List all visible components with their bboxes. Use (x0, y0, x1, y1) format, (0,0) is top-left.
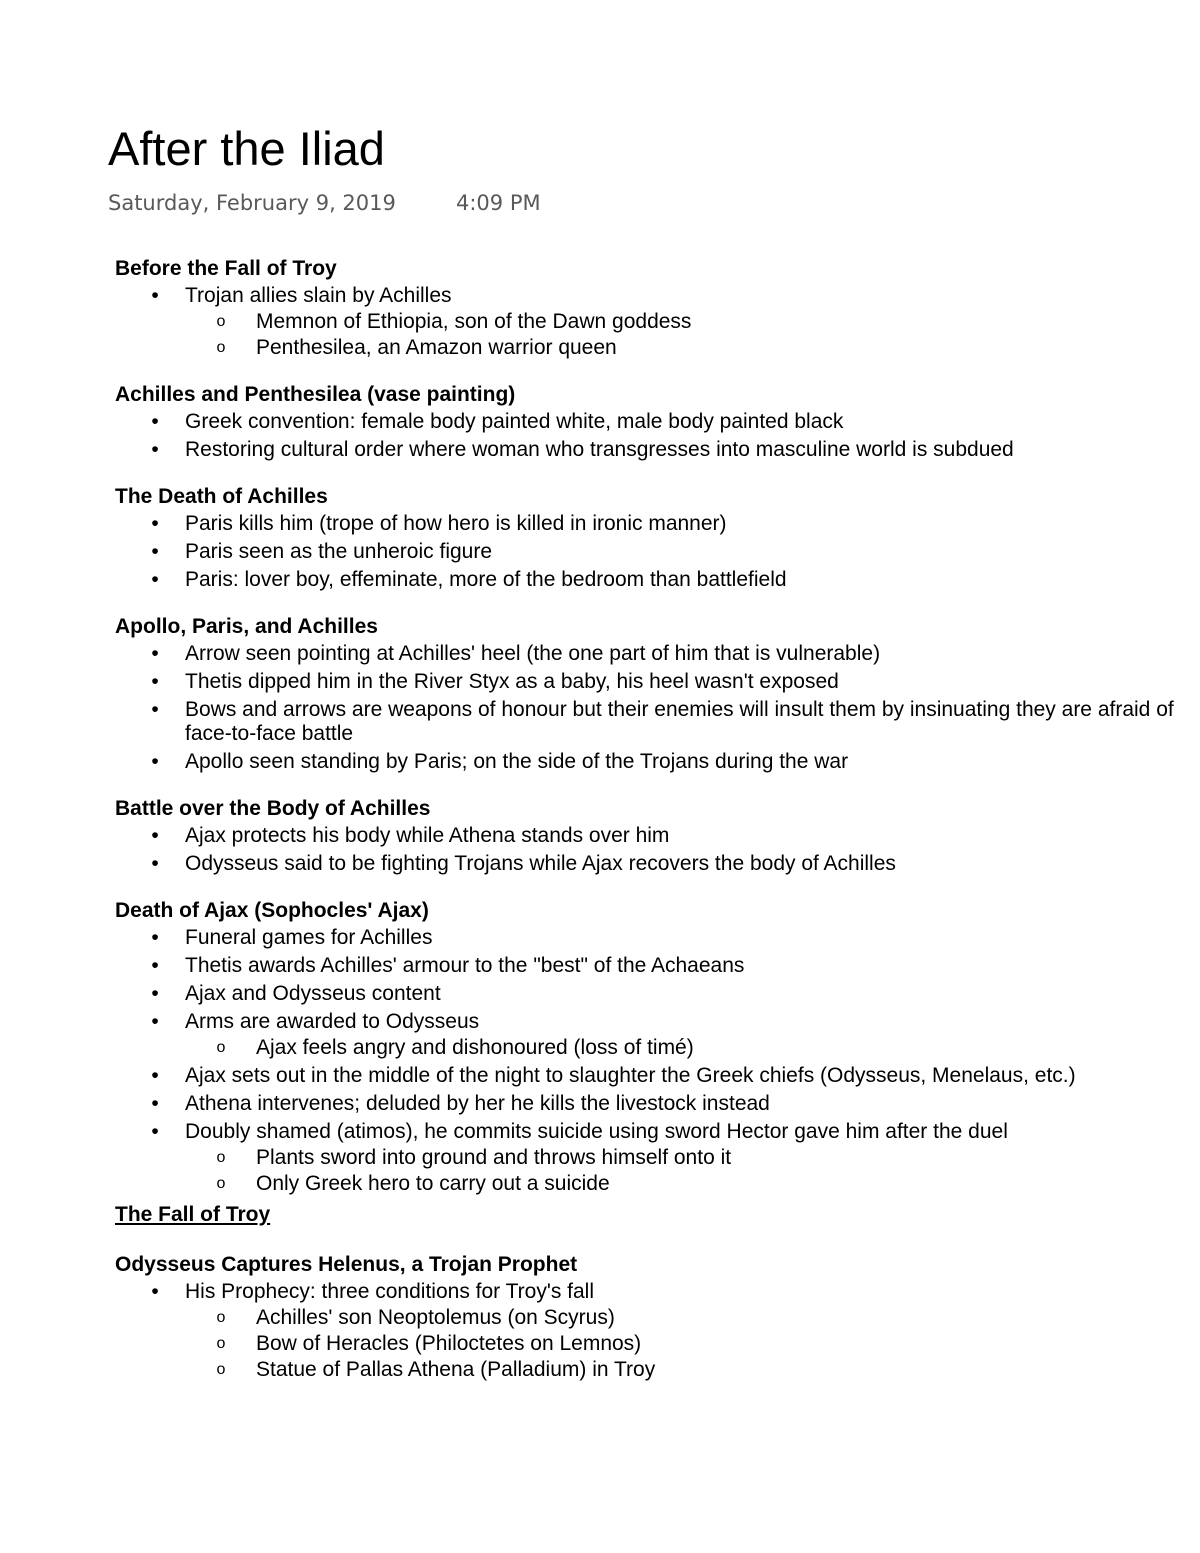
bullet-item (115, 438, 1185, 462)
part-heading: The Fall of Troy (115, 1203, 271, 1226)
bullet-item (115, 540, 1185, 564)
section-heading: Battle over the Body of Achilles (115, 797, 431, 820)
bullet-list (115, 642, 1185, 774)
bullet-item (115, 852, 1185, 876)
bullet-icon: • (151, 750, 159, 773)
sub-bullet-text: Memnon of Ethiopia, son of the Dawn goddess (256, 310, 692, 333)
sub-bullet-item (185, 1358, 1185, 1382)
bullet-text: Trojan allies slain by Achilles (185, 284, 452, 307)
section-heading: Before the Fall of Troy (115, 257, 337, 280)
bullet-text: Bows and arrows are weapons of honour but their enemies will insult them by insinuating they are afraid of face-to-face battle (185, 698, 1174, 745)
note-section (115, 1250, 1185, 1382)
bullet-text: Paris seen as the unheroic figure (185, 540, 493, 563)
bullet-icon: • (151, 670, 159, 693)
bullet-item (115, 824, 1185, 848)
bullet-icon: • (151, 1120, 159, 1143)
bullet-text: Arms are awarded to Odysseus (185, 1010, 480, 1033)
bullet-item (115, 698, 1185, 746)
circle-bullet-icon: o (216, 1361, 226, 1378)
sub-bullet-item (185, 1306, 1185, 1330)
circle-bullet-icon: o (216, 1039, 226, 1056)
bullet-item (115, 568, 1185, 592)
bullet-item (115, 284, 1185, 360)
bullet-icon: • (151, 982, 159, 1005)
section-heading: Death of Ajax (Sophocles' Ajax) (115, 899, 429, 922)
section-helenus (115, 1250, 1185, 1382)
note-time: 4:09 PM (456, 191, 541, 215)
note-section (115, 794, 1185, 876)
bullet-list (115, 284, 1185, 360)
sub-bullet-item (185, 336, 1185, 360)
bullet-icon: • (151, 568, 159, 591)
bullet-icon: • (151, 284, 159, 307)
sections-before-fall (115, 254, 1185, 1196)
sub-bullet-item (185, 1146, 1185, 1170)
sub-bullet-item (185, 1036, 1185, 1060)
bullet-text: Thetis awards Achilles' armour to the "best" of the Achaeans (185, 954, 745, 977)
bullet-icon: • (151, 954, 159, 977)
bullet-list (115, 512, 1185, 592)
section-heading: Odysseus Captures Helenus, a Trojan Prophet (115, 1253, 578, 1276)
sub-bullet-item (185, 310, 1185, 334)
bullet-icon: • (151, 438, 159, 461)
circle-bullet-icon: o (216, 339, 226, 356)
bullet-item (115, 1120, 1185, 1196)
bullet-text: Apollo seen standing by Paris; on the side of the Trojans during the war (185, 750, 849, 773)
note-section (115, 612, 1185, 774)
note-section (115, 380, 1185, 462)
bullet-item (115, 954, 1185, 978)
sub-bullet-item (185, 1332, 1185, 1356)
bullet-icon: • (151, 540, 159, 563)
bullet-icon: • (151, 824, 159, 847)
bullet-item (115, 1064, 1185, 1088)
bullet-text: Doubly shamed (atimos), he commits suicide using sword Hector gave him after the duel (185, 1120, 1008, 1143)
circle-bullet-icon: o (216, 1175, 226, 1192)
sub-bullet-list (185, 1036, 1185, 1060)
bullet-icon: • (151, 410, 159, 433)
bullet-icon: • (151, 512, 159, 535)
bullet-text: Restoring cultural order where woman who transgresses into masculine world is subdued (185, 438, 1014, 461)
note-content (115, 254, 1185, 1402)
sub-bullet-text: Statue of Pallas Athena (Palladium) in Troy (256, 1358, 656, 1381)
bullet-icon: • (151, 642, 159, 665)
bullet-icon: • (151, 1092, 159, 1115)
note-section (115, 896, 1185, 1196)
bullet-text: Paris: lover boy, effeminate, more of the bedroom than battlefield (185, 568, 787, 591)
page-title: After the Iliad (108, 122, 385, 175)
note-date: Saturday, February 9, 2019 (108, 191, 396, 215)
bullet-icon: • (151, 926, 159, 949)
bullet-icon: • (151, 1280, 159, 1303)
sub-bullet-text: Penthesilea, an Amazon warrior queen (256, 336, 617, 359)
circle-bullet-icon: o (216, 1309, 226, 1326)
sub-bullet-text: Bow of Heracles (Philoctetes on Lemnos) (256, 1332, 642, 1355)
bullet-text: Greek convention: female body painted white, male body painted black (185, 410, 844, 433)
bullet-text: Ajax protects his body while Athena stands over him (185, 824, 670, 847)
sub-bullet-text: Only Greek hero to carry out a suicide (256, 1172, 610, 1195)
bullet-text: Ajax and Odysseus content (185, 982, 441, 1005)
bullet-item (115, 1010, 1185, 1060)
bullet-list (115, 1280, 1185, 1382)
bullet-icon: • (151, 852, 159, 875)
bullet-text: Thetis dipped him in the River Styx as a baby, his heel wasn't exposed (185, 670, 839, 693)
circle-bullet-icon: o (216, 1335, 226, 1352)
sub-bullet-list (185, 1306, 1185, 1382)
bullet-list (115, 824, 1185, 876)
bullet-item (115, 642, 1185, 666)
section-heading: Apollo, Paris, and Achilles (115, 615, 378, 638)
bullet-item (115, 982, 1185, 1006)
bullet-item (115, 926, 1185, 950)
bullet-list (115, 926, 1185, 1196)
bullet-text: Arrow seen pointing at Achilles' heel (the one part of him that is vulnerable) (185, 642, 881, 665)
sub-bullet-list (185, 310, 1185, 360)
sub-bullet-item (185, 1172, 1185, 1196)
bullet-item (115, 750, 1185, 774)
bullet-item (115, 512, 1185, 536)
note-section (115, 482, 1185, 592)
circle-bullet-icon: o (216, 1149, 226, 1166)
bullet-item (115, 1092, 1185, 1116)
section-heading: Achilles and Penthesilea (vase painting) (115, 383, 516, 406)
note-section (115, 254, 1185, 360)
bullet-icon: • (151, 1010, 159, 1033)
bullet-item (115, 670, 1185, 694)
bullet-text: Odysseus said to be fighting Trojans while Ajax recovers the body of Achilles (185, 852, 896, 875)
section-heading: The Death of Achilles (115, 485, 328, 508)
sub-bullet-text: Plants sword into ground and throws himself onto it (256, 1146, 732, 1169)
bullet-text: Funeral games for Achilles (185, 926, 433, 949)
bullet-text: Paris kills him (trope of how hero is killed in ironic manner) (185, 512, 727, 535)
sub-bullet-list (185, 1146, 1185, 1196)
bullet-text: Athena intervenes; deluded by her he kills the livestock instead (185, 1092, 770, 1115)
sub-bullet-text: Ajax feels angry and dishonoured (loss of timé) (256, 1036, 694, 1059)
note-metadata (108, 189, 541, 217)
bullet-icon: • (151, 698, 159, 721)
circle-bullet-icon: o (216, 313, 226, 330)
bullet-list (115, 410, 1185, 462)
bullet-icon: • (151, 1064, 159, 1087)
sub-bullet-text: Achilles' son Neoptolemus (on Scyrus) (256, 1306, 615, 1329)
bullet-text: Ajax sets out in the middle of the night to slaughter the Greek chiefs (Odysseus, Menelaus, etc.) (185, 1064, 1076, 1087)
bullet-text: His Prophecy: three conditions for Troy's fall (185, 1280, 595, 1303)
bullet-item (115, 1280, 1185, 1382)
bullet-item (115, 410, 1185, 434)
